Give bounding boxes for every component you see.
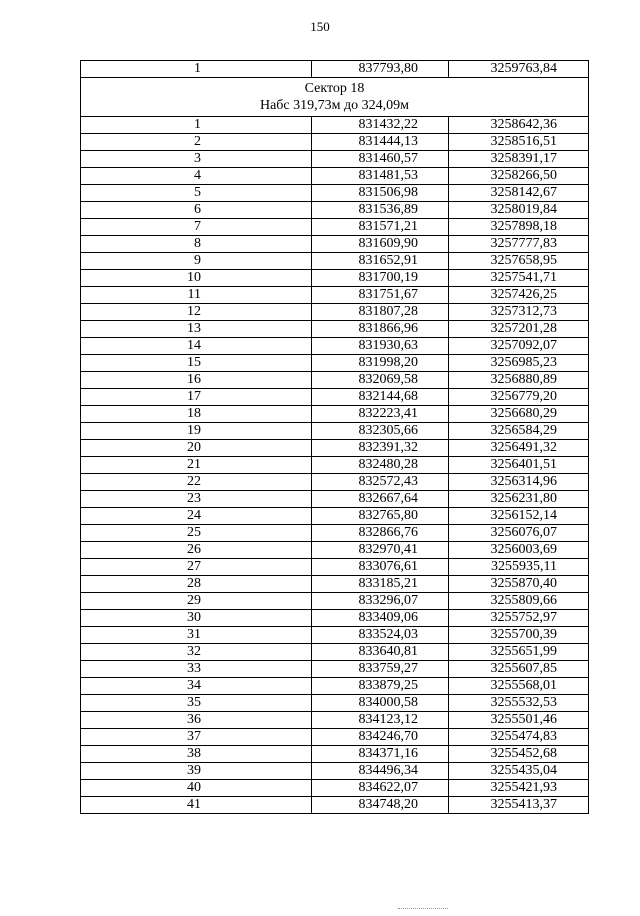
x-coordinate-cell: 831444,13 (312, 134, 449, 151)
table-row (81, 168, 589, 185)
x-coordinate-cell: 832144,68 (312, 389, 449, 406)
x-coordinate-cell: 832667,64 (312, 491, 449, 508)
table-row (81, 627, 589, 644)
y-coordinate-cell: 3256779,20 (449, 389, 589, 406)
y-coordinate-cell: 3257541,71 (449, 270, 589, 287)
table-row (81, 712, 589, 729)
point-number-cell: 39 (81, 763, 312, 780)
table-row (81, 797, 589, 814)
table-row (81, 372, 589, 389)
point-number-cell: 24 (81, 508, 312, 525)
point-number-cell: 30 (81, 610, 312, 627)
x-coordinate-cell: 831506,98 (312, 185, 449, 202)
x-coordinate-cell: 832391,32 (312, 440, 449, 457)
x-coordinate-cell: 832480,28 (312, 457, 449, 474)
y-coordinate-cell: 3255474,83 (449, 729, 589, 746)
x-coordinate-cell: 834000,58 (312, 695, 449, 712)
y-coordinate-cell: 3256401,51 (449, 457, 589, 474)
table-row (81, 780, 589, 797)
y-coordinate-cell: 3255651,99 (449, 644, 589, 661)
table-row (81, 763, 589, 780)
point-number-cell: 15 (81, 355, 312, 372)
point-number-cell: 32 (81, 644, 312, 661)
table-row (81, 644, 589, 661)
point-number-cell: 2 (81, 134, 312, 151)
x-coordinate-cell: 833409,06 (312, 610, 449, 627)
table-row (81, 117, 589, 134)
table-row (81, 151, 589, 168)
y-coordinate-cell: 3256680,29 (449, 406, 589, 423)
y-coordinate-cell: 3256076,07 (449, 525, 589, 542)
scan-artifact-line (398, 908, 448, 909)
y-coordinate-cell: 3255607,85 (449, 661, 589, 678)
point-number-cell: 9 (81, 253, 312, 270)
x-coordinate-cell: 833759,27 (312, 661, 449, 678)
table-row (81, 202, 589, 219)
point-number-cell: 10 (81, 270, 312, 287)
y-coordinate-cell: 3257092,07 (449, 338, 589, 355)
y-coordinate-cell: 3257898,18 (449, 219, 589, 236)
table-row (81, 525, 589, 542)
y-coordinate-cell: 3255413,37 (449, 797, 589, 814)
point-number-cell: 29 (81, 593, 312, 610)
table-row (81, 253, 589, 270)
sector-title: Сектор 18 (304, 81, 365, 96)
table-row (81, 287, 589, 304)
point-number-cell: 12 (81, 304, 312, 321)
point-number-cell: 16 (81, 372, 312, 389)
point-number-cell: 37 (81, 729, 312, 746)
x-coordinate-cell: 831998,20 (312, 355, 449, 372)
table-row (81, 304, 589, 321)
y-coordinate-cell: 3256584,29 (449, 423, 589, 440)
point-number-cell: 27 (81, 559, 312, 576)
point-number-cell: 26 (81, 542, 312, 559)
point-number-cell: 33 (81, 661, 312, 678)
x-coordinate-cell: 832970,41 (312, 542, 449, 559)
y-coordinate-cell: 3255752,97 (449, 610, 589, 627)
point-number-cell: 31 (81, 627, 312, 644)
table-row (81, 61, 589, 78)
table-row (81, 542, 589, 559)
x-coordinate-cell: 833296,07 (312, 593, 449, 610)
table-row (81, 474, 589, 491)
x-coordinate-cell: 832572,43 (312, 474, 449, 491)
x-coordinate-cell: 831652,91 (312, 253, 449, 270)
table-row (81, 678, 589, 695)
x-coordinate-cell: 832305,66 (312, 423, 449, 440)
table-row (81, 406, 589, 423)
y-coordinate-cell: 3255435,04 (449, 763, 589, 780)
point-number-cell: 6 (81, 202, 312, 219)
x-coordinate-cell: 834371,16 (312, 746, 449, 763)
point-number-cell: 22 (81, 474, 312, 491)
table-row (81, 695, 589, 712)
y-coordinate-cell: 3255870,40 (449, 576, 589, 593)
x-coordinate-cell: 834622,07 (312, 780, 449, 797)
y-coordinate-cell: 3256152,14 (449, 508, 589, 525)
point-number-cell: 18 (81, 406, 312, 423)
x-coordinate-cell: 831751,67 (312, 287, 449, 304)
table-row (81, 440, 589, 457)
point-number-cell: 7 (81, 219, 312, 236)
x-coordinate-cell: 831807,28 (312, 304, 449, 321)
point-number-cell: 17 (81, 389, 312, 406)
sector-header-cell (81, 78, 589, 117)
table-row (81, 559, 589, 576)
y-coordinate-cell: 3256880,89 (449, 372, 589, 389)
y-coordinate-cell: 3258266,50 (449, 168, 589, 185)
point-number-cell: 35 (81, 695, 312, 712)
sector-subtitle: Набс 319,73м до 324,09м (259, 98, 409, 113)
x-coordinate-cell: 831609,90 (312, 236, 449, 253)
x-coordinate-cell: 834246,70 (312, 729, 449, 746)
y-coordinate-cell: 3255568,01 (449, 678, 589, 695)
x-coordinate-cell: 833640,81 (312, 644, 449, 661)
x-coordinate-cell: 833879,25 (312, 678, 449, 695)
point-number-cell: 13 (81, 321, 312, 338)
x-coordinate-cell: 831866,96 (312, 321, 449, 338)
y-coordinate-cell: 3258642,36 (449, 117, 589, 134)
x-coordinate-cell: 831481,53 (312, 168, 449, 185)
y-coordinate-cell: 3255452,68 (449, 746, 589, 763)
table-row (81, 389, 589, 406)
x-coordinate-cell: 833076,61 (312, 559, 449, 576)
y-coordinate-cell: 3256003,69 (449, 542, 589, 559)
table-row (81, 338, 589, 355)
y-coordinate-cell: 3255700,39 (449, 627, 589, 644)
point-number-cell: 38 (81, 746, 312, 763)
x-coordinate-cell: 831460,57 (312, 151, 449, 168)
x-coordinate-cell: 834748,20 (312, 797, 449, 814)
y-coordinate-cell: 3255935,11 (449, 559, 589, 576)
point-number-cell: 8 (81, 236, 312, 253)
point-number-cell: 40 (81, 780, 312, 797)
point-number-cell: 21 (81, 457, 312, 474)
table-row (81, 355, 589, 372)
x-coordinate-cell: 834123,12 (312, 712, 449, 729)
x-coordinate-cell: 833185,21 (312, 576, 449, 593)
point-number-cell: 3 (81, 151, 312, 168)
y-coordinate-cell: 3258019,84 (449, 202, 589, 219)
x-coordinate-cell: 834496,34 (312, 763, 449, 780)
y-coordinate-cell: 3258142,67 (449, 185, 589, 202)
table-row (81, 423, 589, 440)
table-row (81, 508, 589, 525)
point-number-cell: 28 (81, 576, 312, 593)
sector-header-row (81, 78, 589, 117)
table-row (81, 593, 589, 610)
y-coordinate-cell: 3256231,80 (449, 491, 589, 508)
point-number-cell: 1 (81, 61, 312, 78)
table-row (81, 457, 589, 474)
point-number-cell: 19 (81, 423, 312, 440)
page-number: 150 (310, 19, 330, 34)
table-row (81, 746, 589, 763)
point-number-cell: 5 (81, 185, 312, 202)
point-number-cell: 23 (81, 491, 312, 508)
x-coordinate-cell: 832223,41 (312, 406, 449, 423)
x-coordinate-cell: 837793,80 (312, 61, 449, 78)
x-coordinate-cell: 833524,03 (312, 627, 449, 644)
point-number-cell: 14 (81, 338, 312, 355)
x-coordinate-cell: 831432,22 (312, 117, 449, 134)
x-coordinate-cell: 832069,58 (312, 372, 449, 389)
table-row (81, 236, 589, 253)
y-coordinate-cell: 3256985,23 (449, 355, 589, 372)
y-coordinate-cell: 3255532,53 (449, 695, 589, 712)
x-coordinate-cell: 832765,80 (312, 508, 449, 525)
table-row (81, 321, 589, 338)
y-coordinate-cell: 3257201,28 (449, 321, 589, 338)
x-coordinate-cell: 831536,89 (312, 202, 449, 219)
x-coordinate-cell: 831571,21 (312, 219, 449, 236)
y-coordinate-cell: 3255809,66 (449, 593, 589, 610)
y-coordinate-cell: 3258391,17 (449, 151, 589, 168)
x-coordinate-cell: 832866,76 (312, 525, 449, 542)
y-coordinate-cell: 3259763,84 (449, 61, 589, 78)
x-coordinate-cell: 831700,19 (312, 270, 449, 287)
table-row (81, 661, 589, 678)
y-coordinate-cell: 3256491,32 (449, 440, 589, 457)
point-number-cell: 34 (81, 678, 312, 695)
table-row (81, 491, 589, 508)
point-number-cell: 1 (81, 117, 312, 134)
point-number-cell: 41 (81, 797, 312, 814)
point-number-cell: 36 (81, 712, 312, 729)
point-number-cell: 11 (81, 287, 312, 304)
y-coordinate-cell: 3257312,73 (449, 304, 589, 321)
table-row (81, 219, 589, 236)
point-number-cell: 20 (81, 440, 312, 457)
point-number-cell: 4 (81, 168, 312, 185)
y-coordinate-cell: 3257777,83 (449, 236, 589, 253)
table-row (81, 610, 589, 627)
point-number-cell: 25 (81, 525, 312, 542)
y-coordinate-cell: 3257426,25 (449, 287, 589, 304)
y-coordinate-cell: 3257658,95 (449, 253, 589, 270)
y-coordinate-cell: 3256314,96 (449, 474, 589, 491)
table-row (81, 270, 589, 287)
table-row (81, 576, 589, 593)
table-row (81, 185, 589, 202)
coordinates-table (80, 60, 589, 814)
table-row (81, 134, 589, 151)
x-coordinate-cell: 831930,63 (312, 338, 449, 355)
y-coordinate-cell: 3255421,93 (449, 780, 589, 797)
table-row (81, 729, 589, 746)
y-coordinate-cell: 3258516,51 (449, 134, 589, 151)
y-coordinate-cell: 3255501,46 (449, 712, 589, 729)
